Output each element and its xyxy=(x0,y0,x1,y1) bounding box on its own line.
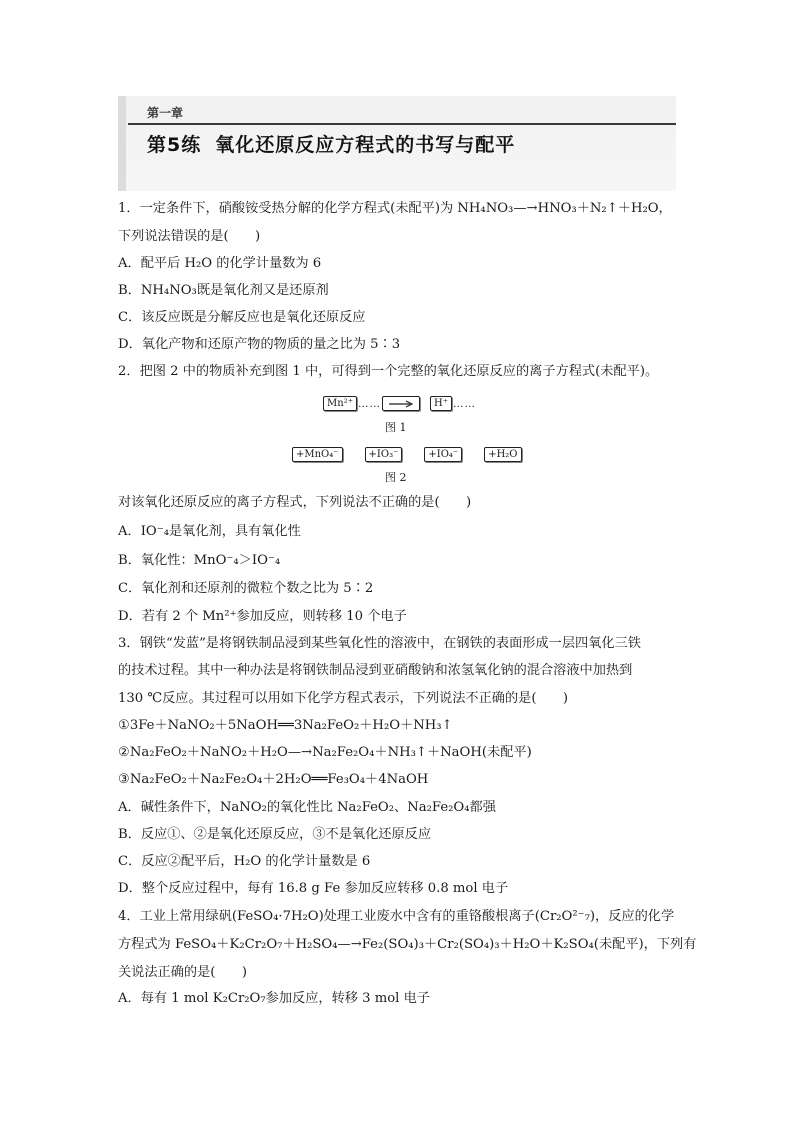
fig1-dots-2: …… xyxy=(452,397,476,410)
q2-option-c: C．氧化剂和还原剂的微粒个数之比为 5∶2 xyxy=(118,581,374,596)
q3-equation-3: ③Na₂FeO₂＋Na₂Fe₂O₄＋2H₂O══Fe₃O₄＋4NaOH xyxy=(118,772,429,787)
q3-option-a: A．碱性条件下，NaNO₂的氧化性比 Na₂FeO₂、Na₂Fe₂O₄都强 xyxy=(118,800,496,815)
q3-equation-1: ①3Fe＋NaNO₂＋5NaOH══3Na₂FeO₂＋H₂O＋NH₃↑ xyxy=(118,718,453,733)
fig2-caption: 图 2 xyxy=(385,471,407,484)
q3-stem-line3: 130 ℃反应。其过程可以用如下化学方程式表示，下列说法不正确的是( ) xyxy=(118,691,569,706)
q2-stem: 2．把图 2 中的物质补充到图 1 中，可得到一个完整的氧化还原反应的离子方程式(未配平)。 xyxy=(118,364,659,379)
fig2-io3-box: +IO₃⁻ xyxy=(365,447,403,462)
fig1-h-box: H⁺ xyxy=(430,396,452,411)
q1-option-d: D．氧化产物和还原产物的物质的量之比为 5∶3 xyxy=(118,337,401,352)
fig1-dots-1: …… xyxy=(357,397,381,410)
figure-2 xyxy=(292,447,522,462)
lesson-title: 氧化还原反应方程式的书写与配平 xyxy=(215,134,516,156)
q2-follow: 对该氧化还原反应的离子方程式，下列说法不正确的是( ) xyxy=(118,495,472,510)
q4-stem-line1: 4．工业上常用绿矾(FeSO₄·7H₂O)处理工业废水中含有的重铬酸根离子(Cr₂O²⁻₇)，反应的化学 xyxy=(118,909,675,924)
fig2-io4-box: +IO₄⁻ xyxy=(424,447,462,462)
fig2-h2o-box: +H₂O xyxy=(484,447,521,462)
q2-option-d: D．若有 2 个 Mn²⁺参加反应，则转移 10 个电子 xyxy=(118,609,407,624)
figure-1 xyxy=(323,396,477,411)
q1-stem-line1: 1．一定条件下，硝酸铵受热分解的化学方程式(未配平)为 NH₄NO₃—→HNO₃＋N₂↑＋H₂O， xyxy=(118,201,672,216)
q3-option-c: C．反应②配平后，H₂O 的化学计量数是 6 xyxy=(118,854,371,869)
header-rule xyxy=(128,123,676,125)
header-accent-bar xyxy=(118,96,126,191)
q1-option-c: C．该反应既是分解反应也是氧化还原反应 xyxy=(118,310,366,325)
q3-stem-line2: 的技术过程。其中一种办法是将钢铁制品浸到亚硝酸钠和浓氢氧化钠的混合溶液中加热到 xyxy=(118,663,633,678)
q1-option-b: B．NH₄NO₃既是氧化剂又是还原剂 xyxy=(118,283,329,298)
lesson-number: 第5练 xyxy=(147,134,202,156)
fig1-caption: 图 1 xyxy=(385,421,407,434)
q3-option-b: B．反应①、②是氧化还原反应，③不是氧化还原反应 xyxy=(118,827,432,842)
fig2-mno4-box: +MnO₄⁻ xyxy=(292,447,343,462)
q2-option-b: B．氧化性：MnO⁻₄＞IO⁻₄ xyxy=(118,553,281,568)
q4-stem-line3: 关说法正确的是( ) xyxy=(118,965,247,980)
q4-option-a: A．每有 1 mol K₂Cr₂O₇参加反应，转移 3 mol 电子 xyxy=(118,991,430,1006)
q3-option-d: D．整个反应过程中，每有 16.8 g Fe 参加反应转移 0.8 mol 电子 xyxy=(118,881,509,896)
q1-stem-line2: 下列说法错误的是( ) xyxy=(118,229,261,244)
q4-stem-line2: 方程式为 FeSO₄＋K₂Cr₂O₇＋H₂SO₄—→Fe₂(SO₄)₃＋Cr₂(SO₄)₃＋H₂O＋K₂SO₄(未配平)，下列有 xyxy=(118,937,697,952)
fig1-arrow-box xyxy=(382,396,420,411)
chapter-label: 第一章 xyxy=(147,106,184,120)
q2-option-a: A．IO⁻₄是氧化剂，具有氧化性 xyxy=(118,524,301,539)
q3-stem-line1: 3．钢铁“发蓝”是将钢铁制品浸到某些氧化性的溶液中，在钢铁的表面形成一层四氧化三铁 xyxy=(118,636,641,651)
q3-equation-2: ②Na₂FeO₂＋NaNO₂＋H₂O—→Na₂Fe₂O₄＋NH₃↑＋NaOH(未配平) xyxy=(118,745,532,760)
arrow-icon xyxy=(388,400,414,408)
fig1-mn-box: Mn²⁺ xyxy=(323,396,357,411)
q1-option-a: A．配平后 H₂O 的化学计量数为 6 xyxy=(118,256,322,271)
page-title xyxy=(147,130,515,157)
